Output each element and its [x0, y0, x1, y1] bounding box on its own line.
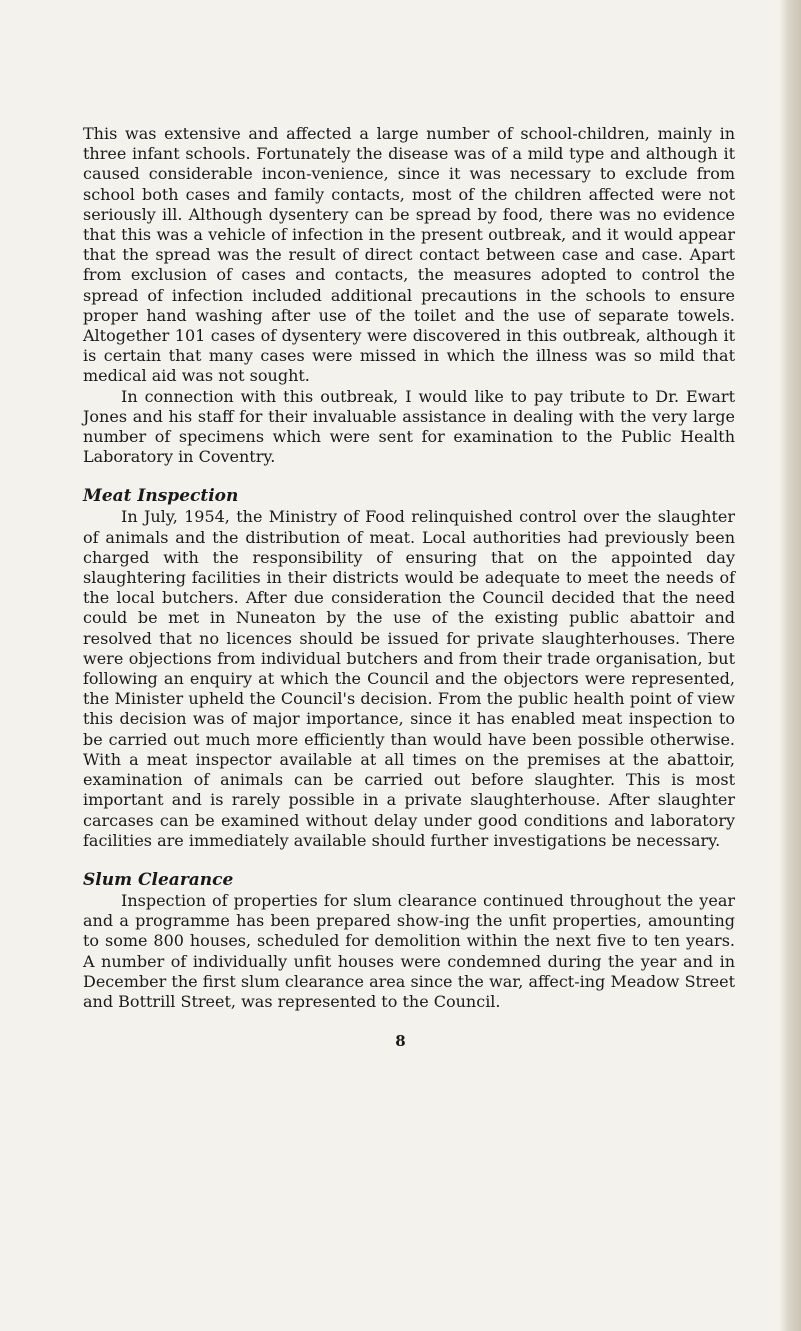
paragraph-laboratory-tribute: In connection with this outbreak, I would like to pay tribute to Dr. Ewart Jones and his staff for their invaluable assistance in dealing with the very large number of specimens which were sent for examination to the Public Health Laboratory in Coventry. — [83, 386, 735, 467]
page-number: 8 — [395, 1032, 406, 1050]
page-edge-shadow — [779, 0, 801, 1331]
document-page — [83, 124, 735, 1012]
paragraph-slum-clearance: Inspection of properties for slum clearance continued throughout the year and a programme has been prepared show-ing the unfit properties, amounting to some 800 houses, scheduled for demolition within the next five to ten years. A number of individually unfit houses were condemned during the year and in December the first slum clearance area since the war, affect-ing Meadow Street and Bottrill Street, was represented to the Council. — [83, 890, 735, 1011]
heading-slum-clearance: Slum Clearance — [83, 869, 234, 890]
heading-meat-inspection: Meat Inspection — [83, 486, 239, 507]
paragraph-meat-inspection: In July, 1954, the Ministry of Food relinquished control over the slaughter of animals and the distribution of meat. Local authorities had previously been charged with the responsibility of ensuring that on the appointed day slaughtering facilities in their districts would be adequate to meet the needs of the local butchers. After due consideration the Council decided that the need could be met in Nuneaton by the use of the existing public abattoir and resolved that no licences should be issued for private slaughterhouses. There were objections from individual butchers and from their trade organisation, but following an enquiry at which the Council and the objectors were represented, the Minister upheld the Council's decision. From the public health point of view this decision was of major importance, since it has enabled meat inspection to be carried out much more efficiently than would have been possible otherwise. With a meat inspector available at all times on the premises at the abattoir, examination of animals can be carried out before slaughter. This is most important and is rarely possible in a private slaughterhouse. After slaughter carcases can be examined without delay under good conditions and laboratory facilities are immediately available should further investigations be necessary. — [83, 507, 735, 850]
paragraph-dysentery-outbreak: This was extensive and affected a large number of school-children, mainly in three infant schools. Fortunately the disease was of a mild type and although it caused considerable incon-venience, since it was necessary to exclude from school both cases and family contacts, most of the children affected were not seriously ill. Although dysentery can be spread by food, there was no evidence that this was a vehicle of infection in the present outbreak, and it would appear that the spread was the result of direct contact between case and case. Apart from exclusion of cases and contacts, the measures adopted to control the spread of infection included additional precautions in the schools to ensure proper hand washing after use of the toilet and the use of separate towels. Altogether 101 cases of dysentery were discovered in this outbreak, although it is certain that many cases were missed in which the illness was so mild that medical aid was not sought. — [83, 124, 735, 386]
